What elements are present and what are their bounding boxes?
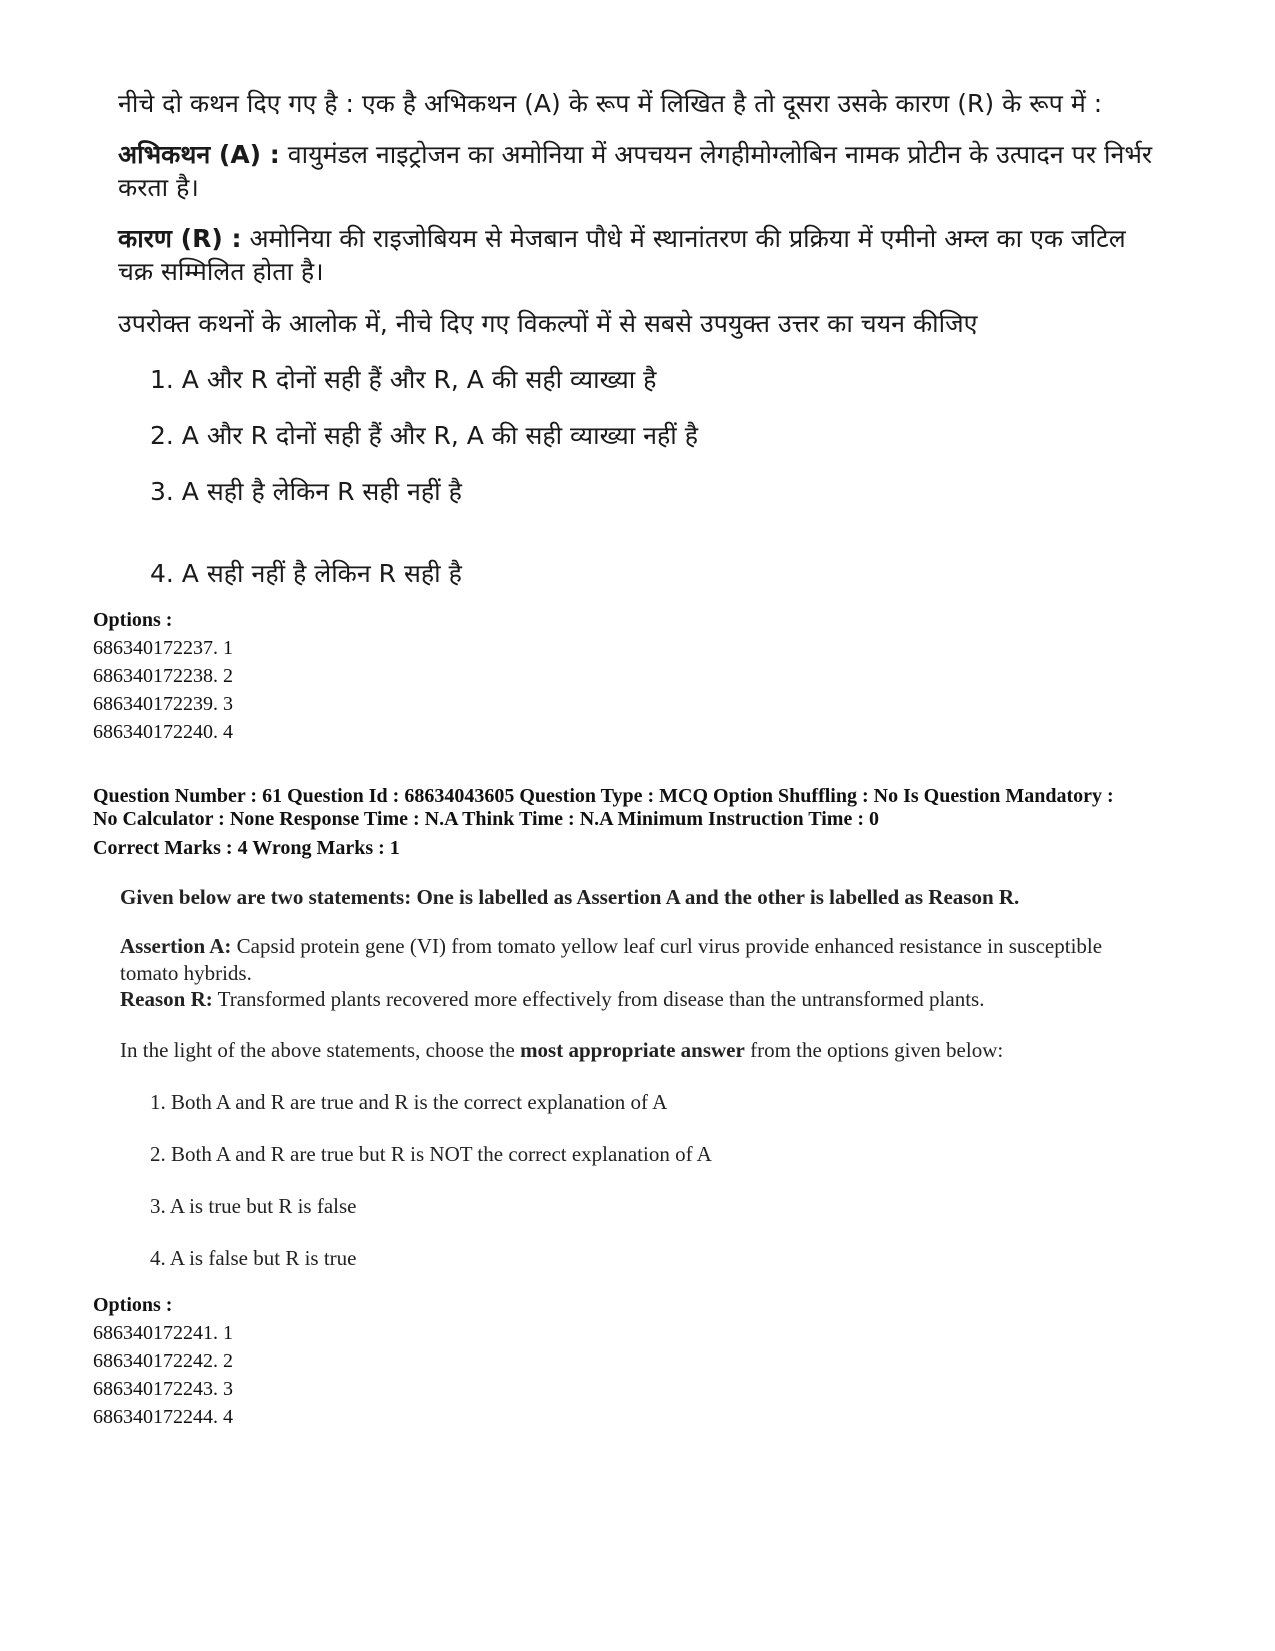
english-intro: Given below are two statements: One is labelled as Assertion A and the other is labelled as Reason R. <box>120 885 1020 909</box>
option-id-item: 686340172240. 4 <box>93 721 233 743</box>
hindi-assertion-label: अभिकथन (A) : <box>118 140 280 169</box>
hindi-instruction: उपरोक्त कथनों के आलोक में, नीचे दिए गए विकल्पों में से सबसे उपयुक्त उत्तर का चयन कीजिए <box>118 309 978 338</box>
english-instruction-pre: In the light of the above statements, choose the <box>120 1038 521 1062</box>
english-choice-4: 4. A is false but R is true <box>150 1246 357 1270</box>
option-id-item: 686340172238. 2 <box>93 665 233 687</box>
hindi-assertion <box>118 138 1168 204</box>
option-id-item: 686340172244. 4 <box>93 1406 233 1428</box>
english-assertion-label: Assertion A: <box>120 934 232 958</box>
english-reason-label: Reason R: <box>120 987 213 1011</box>
english-reason-text: Transformed plants recovered more effectively from disease than the untransformed plants. <box>212 987 985 1011</box>
option-id-item: 686340172243. 3 <box>93 1378 233 1400</box>
english-choice-3: 3. A is true but R is false <box>150 1194 357 1218</box>
hindi-choice-4: 4. A सही नहीं है लेकिन R सही है <box>150 559 462 588</box>
hindi-choice-2: 2. A और R दोनों सही हैं और R, A की सही व्याख्या नहीं है <box>150 421 698 450</box>
option-id-item: 686340172239. 3 <box>93 693 233 715</box>
hindi-reason-text: अमोनिया की राइजोबियम से मेजबान पौधे में स्थानांतरण की प्रक्रिया में एमीनो अम्ल का एक जटिल चक्र सम्मिलित होता है। <box>118 224 1126 286</box>
english-assertion <box>120 933 1130 987</box>
question-meta-line-2: No Calculator : None Response Time : N.A Think Time : N.A Minimum Instruction Time : 0 <box>93 808 879 830</box>
option-id-item: 686340172237. 1 <box>93 637 233 659</box>
english-choice-2: 2. Both A and R are true but R is NOT the correct explanation of A <box>150 1142 712 1166</box>
english-assertion-text: Capsid protein gene (VI) from tomato yellow leaf curl virus provide enhanced resistance in susceptible tomato hybrids. <box>120 934 1103 985</box>
english-instruction-bold: most appropriate answer <box>520 1038 745 1062</box>
english-reason <box>120 987 984 1012</box>
hindi-reason <box>118 222 1168 288</box>
options-heading: Options : <box>93 609 173 631</box>
hindi-reason-label: कारण (R) : <box>118 224 242 253</box>
hindi-assertion-text: वायुमंडल नाइट्रोजन का अमोनिया में अपचयन लेगहीमोग्लोबिन नामक प्रोटीन के उत्पादन पर निर्भर करता है। <box>118 140 1153 202</box>
option-id-item: 686340172242. 2 <box>93 1350 233 1372</box>
english-instruction <box>120 1038 1003 1063</box>
hindi-intro: नीचे दो कथन दिए गए है : एक है अभिकथन (A) के रूप में लिखित है तो दूसरा उसके कारण (R) के रूप में : <box>118 89 1103 118</box>
english-instruction-post: from the options given below: <box>744 1038 1004 1062</box>
option-id-item: 686340172241. 1 <box>93 1322 233 1344</box>
options-heading: Options : <box>93 1294 173 1316</box>
question-meta-line-1: Question Number : 61 Question Id : 68634043605 Question Type : MCQ Option Shuffling : No Is Question Mandatory : <box>93 785 1114 807</box>
hindi-choice-1: 1. A और R दोनों सही हैं और R, A की सही व्याख्या है <box>150 365 657 394</box>
marks-line: Correct Marks : 4 Wrong Marks : 1 <box>93 837 400 859</box>
hindi-choice-3: 3. A सही है लेकिन R सही नहीं है <box>150 477 462 506</box>
english-choice-1: 1. Both A and R are true and R is the correct explanation of A <box>150 1090 668 1114</box>
